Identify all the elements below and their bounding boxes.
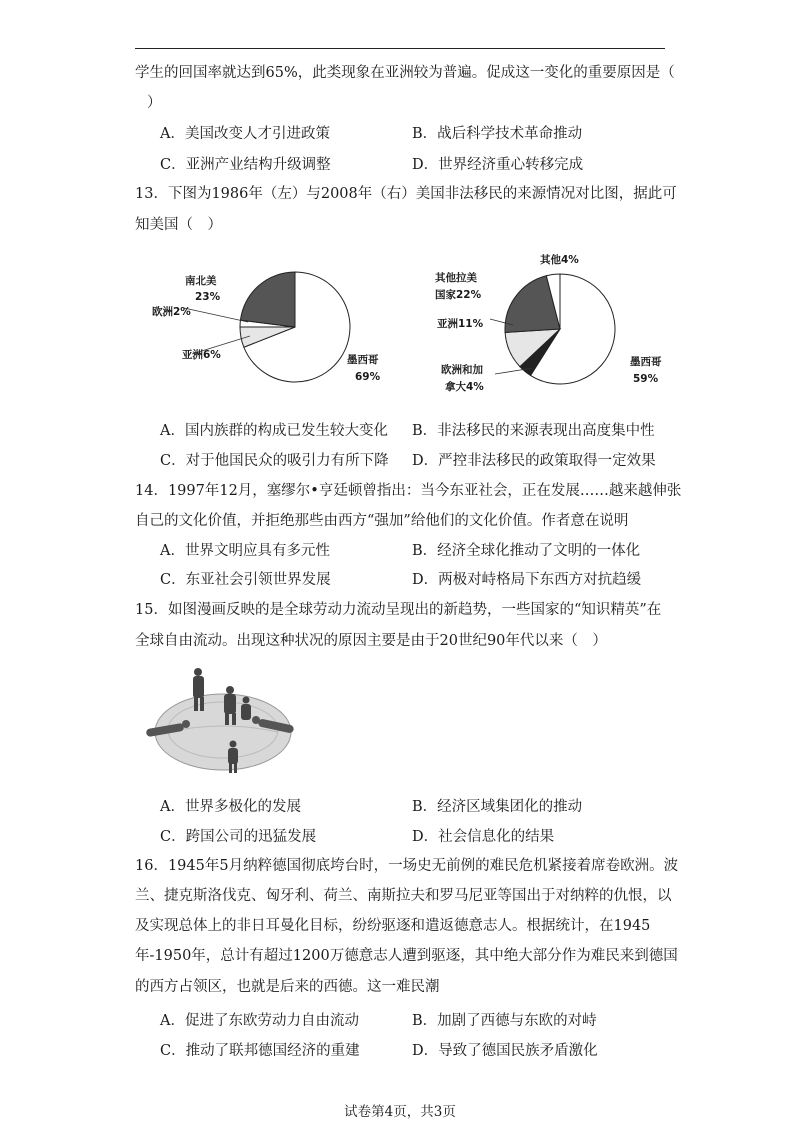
q15-option-a[interactable]: A．世界多极化的发展 — [160, 799, 301, 815]
q12-stem-line2: ） — [147, 95, 162, 111]
q14-option-b[interactable]: B．经济全球化推动了文明的一体化 — [412, 543, 641, 559]
q13-option-b[interactable]: B．非法移民的来源表现出高度集中性 — [412, 423, 655, 439]
q15-option-b[interactable]: B．经济区域集团化的推动 — [412, 799, 583, 815]
q15-stem-line2: 全球自由流动。出现这种状况的原因主要是由于20世纪90年代以来（ ） — [135, 633, 607, 649]
q12-option-c[interactable]: C．亚洲产业结构升级调整 — [160, 157, 331, 173]
page-footer: 试卷第4页，共3页 — [344, 1104, 456, 1120]
pie1-label-mexico-l1: 墨西哥 — [347, 354, 379, 366]
q16-stem-line2: 兰、捷克斯洛伐克、匈牙利、荷兰、南斯拉夫和罗马尼亚等国出于对纳粹的仇恨，以 — [135, 888, 672, 904]
header-rule — [135, 48, 665, 49]
pie2-label-latam-l2: 国家22% — [435, 289, 482, 301]
q13-option-c[interactable]: C．对于他国民众的吸引力有所下降 — [160, 453, 389, 469]
pie-chart-1986 — [130, 245, 390, 405]
q12-stem-line1: 学生的回国率就达到65%，此类现象在亚洲较为普遍。促成这一变化的重要原因是（ — [135, 65, 675, 81]
q14-stem-line2: 自己的文化价值，并拒绝那些由西方“强加”给他们的文化价值。作者意在说明 — [135, 513, 629, 529]
labor-mobility-cartoon — [138, 660, 308, 778]
pie2-label-other: 其他4% — [540, 254, 579, 266]
pie-chart-2008 — [415, 245, 685, 405]
pie1-label-europe: 欧洲2% — [152, 306, 191, 318]
q13-option-d[interactable]: D．严控非法移民的政策取得一定效果 — [412, 453, 656, 469]
q15-option-d[interactable]: D．社会信息化的结果 — [412, 829, 555, 845]
q16-stem-line4: 年-1950年，总计有超过1200万德意志人遭到驱逐，其中绝大部分作为难民来到德国 — [135, 948, 678, 964]
q14-option-d[interactable]: D．两极对峙格局下东西方对抗趋缓 — [412, 572, 642, 588]
pie2-label-europe-l1: 欧洲和加 — [441, 364, 483, 376]
pie1-slice-3 — [240, 272, 295, 327]
pie1-label-asia: 亚洲6% — [182, 349, 221, 361]
pie2-label-asia: 亚洲11% — [437, 318, 484, 330]
q16-stem-line5: 的西方占领区，也就是后来的西德。这一难民潮 — [135, 979, 440, 995]
q13-stem-line2: 知美国（ ） — [135, 217, 222, 233]
q14-option-a[interactable]: A．世界文明应具有多元性 — [160, 543, 330, 559]
q14-stem-line1: 14．1997年12月，塞缪尔•亨廷顿曾指出：当今东亚社会，正在发展……越来越伸张 — [135, 483, 682, 499]
pie2-label-europe-l2: 拿大4% — [445, 381, 484, 393]
pie2-label-mexico-l1: 墨西哥 — [630, 356, 662, 368]
q13-stem-line1: 13．下图为1986年（左）与2008年（右）美国非法移民的来源情况对比图，据此可 — [135, 186, 677, 202]
pie1-label-namerica-l2: 23% — [195, 291, 221, 303]
q16-option-a[interactable]: A．促进了东欧劳动力自由流动 — [160, 1013, 359, 1029]
q16-option-c[interactable]: C．推动了联邦德国经济的重建 — [160, 1043, 360, 1059]
q12-option-a[interactable]: A．美国改变人才引进政策 — [160, 126, 330, 142]
q16-option-b[interactable]: B．加剧了西德与东欧的对峙 — [412, 1013, 597, 1029]
pie2-label-latam-l1: 其他拉美 — [435, 272, 477, 284]
pie2-label-mexico-l2: 59% — [633, 373, 659, 385]
q15-option-c[interactable]: C．跨国公司的迅猛发展 — [160, 829, 317, 845]
pie1-label-mexico-l2: 69% — [355, 371, 381, 383]
pie1-label-namerica-l1: 南北美 — [185, 275, 217, 287]
q12-option-d[interactable]: D．世界经济重心转移完成 — [412, 157, 584, 173]
q13-option-a[interactable]: A．国内族群的构成已发生较大变化 — [160, 423, 388, 439]
q14-option-c[interactable]: C．东亚社会引领世界发展 — [160, 572, 331, 588]
q16-stem-line1: 16．1945年5月纳粹德国彻底垮台时，一场史无前例的难民危机紧接着席卷欧洲。波 — [135, 858, 679, 874]
q15-stem-line1: 15．如图漫画反映的是全球劳动力流动呈现出的新趋势，一些国家的“知识精英”在 — [135, 602, 662, 618]
q16-option-d[interactable]: D．导致了德国民族矛盾激化 — [412, 1043, 598, 1059]
q16-stem-line3: 及实现总体上的非日耳曼化目标，纷纷驱逐和遣返德意志人。根据统计，在1945 — [135, 918, 651, 934]
q12-option-b[interactable]: B．战后科学技术革命推动 — [412, 126, 583, 142]
